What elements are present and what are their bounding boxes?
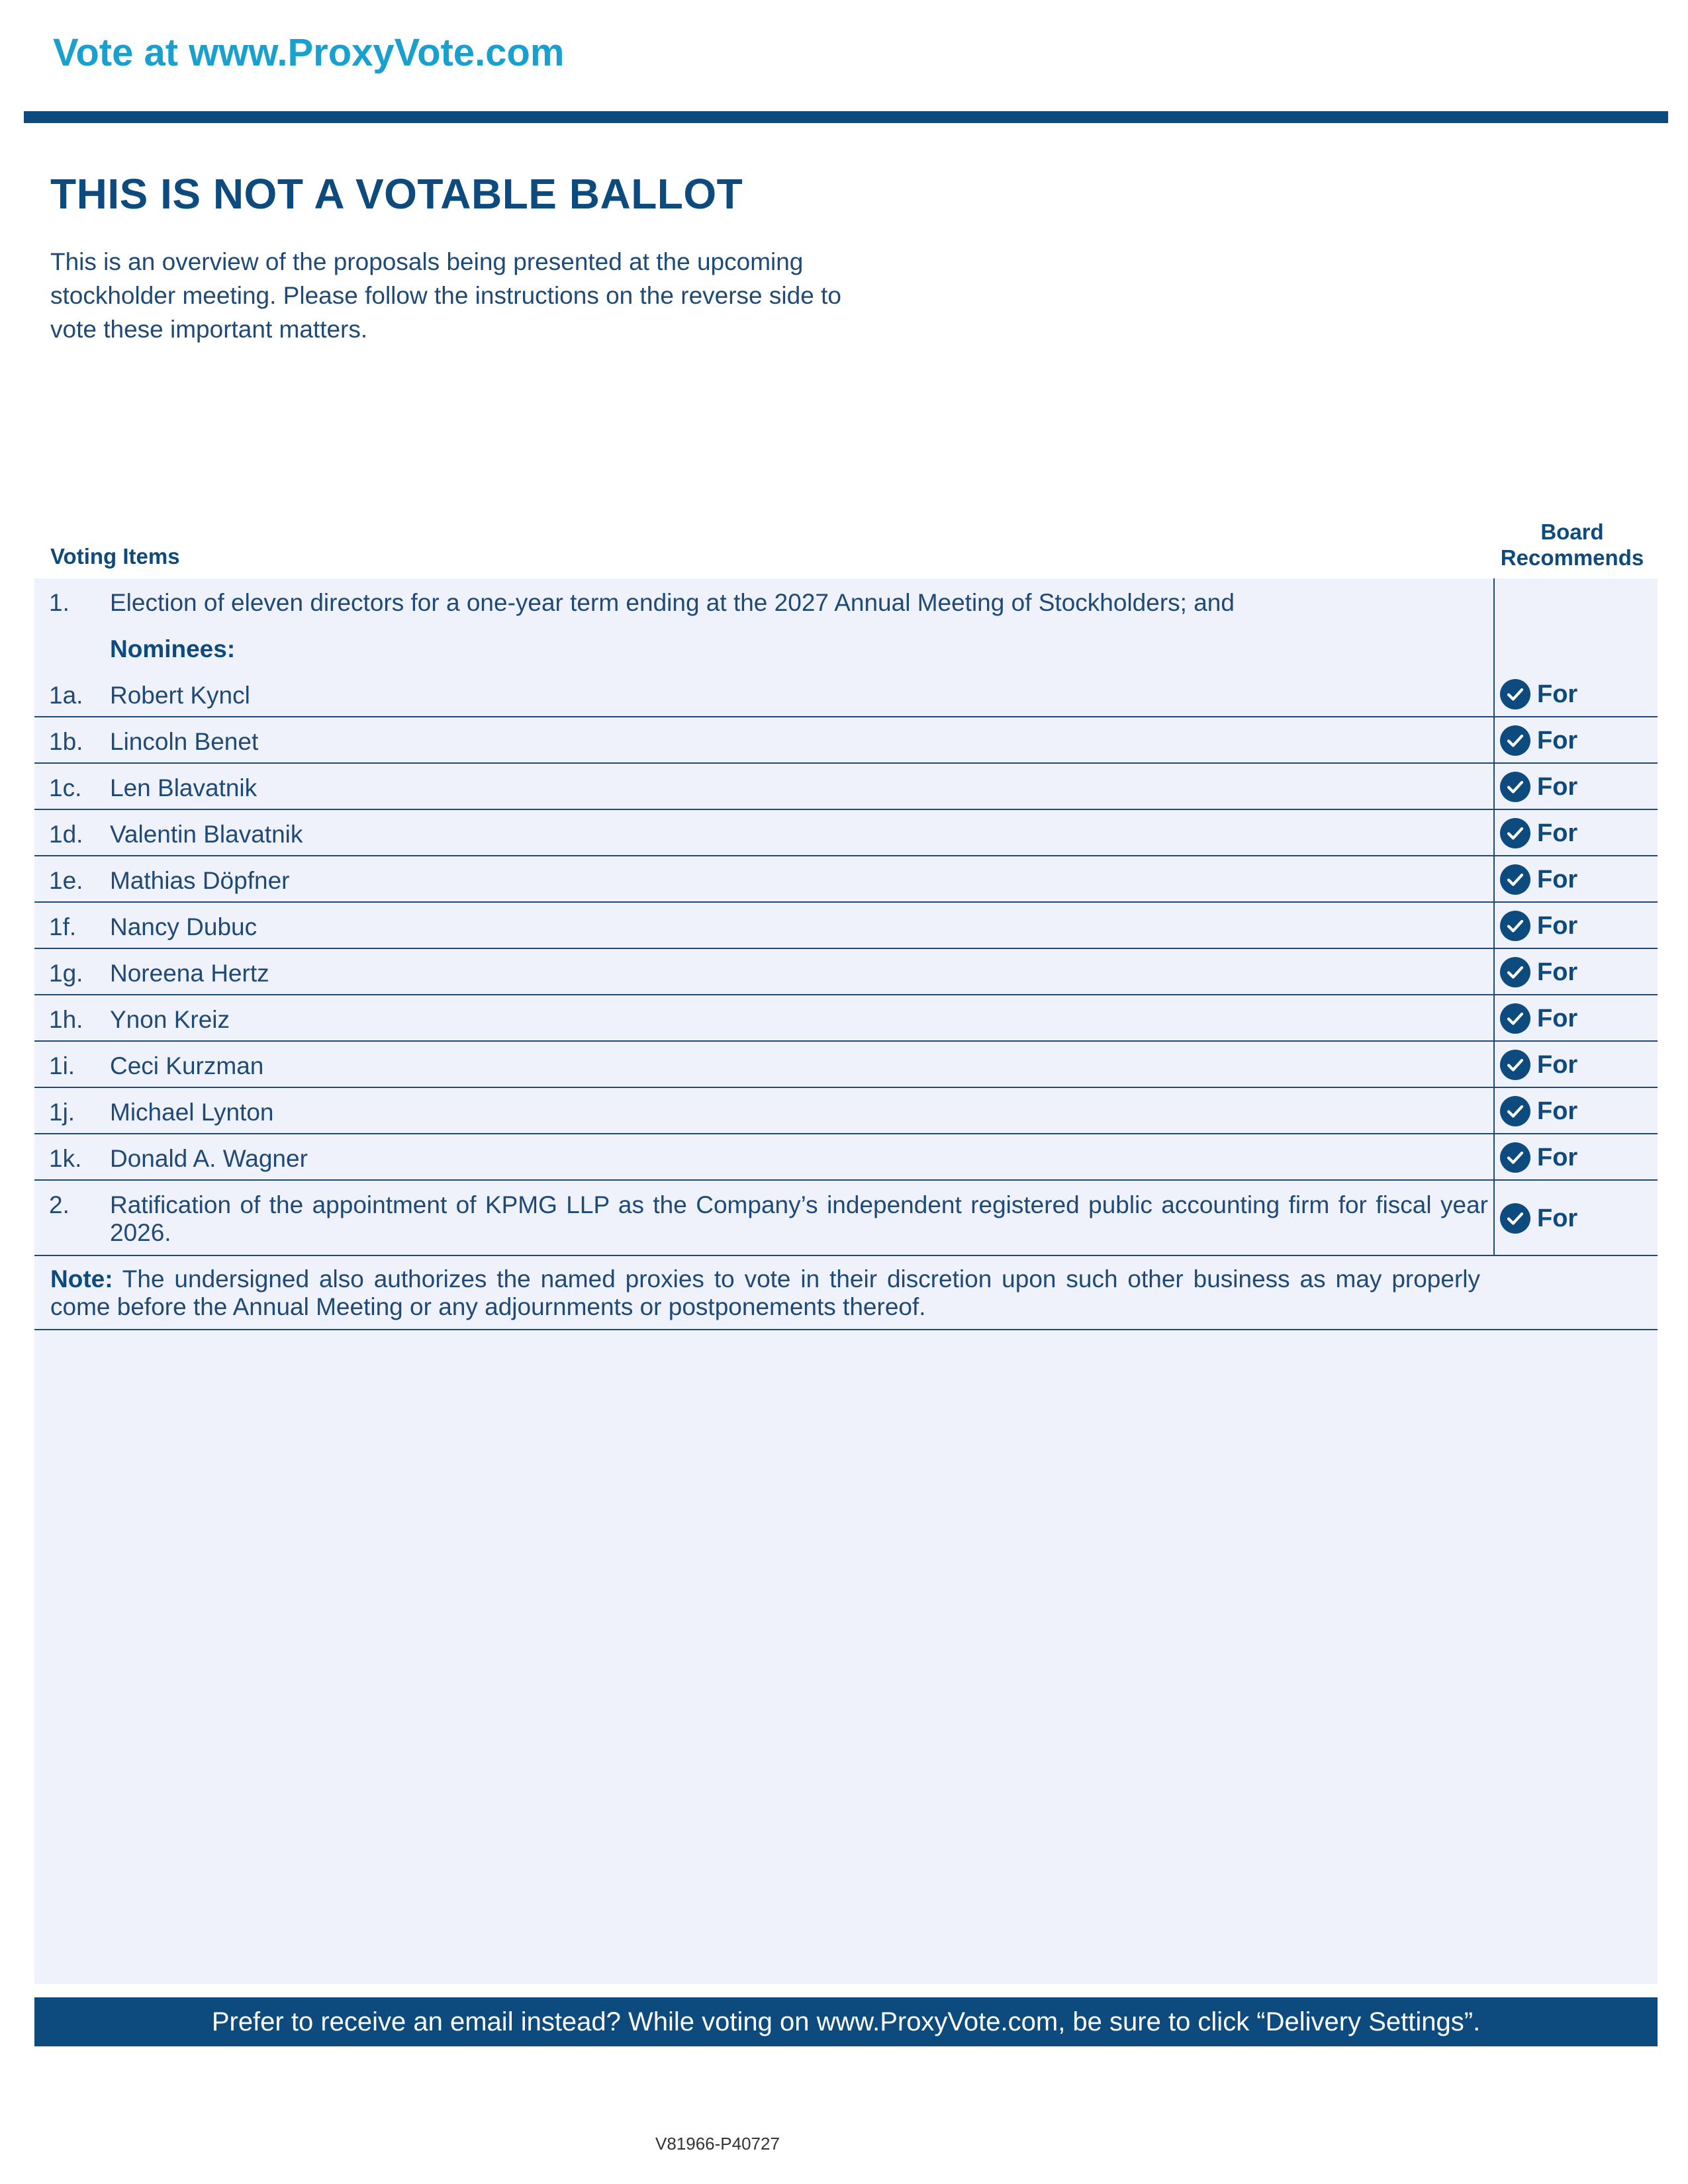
check-circle-icon	[1500, 911, 1530, 941]
recommendation-label: For	[1537, 1204, 1578, 1232]
nominee-name: Michael Lynton	[110, 1099, 274, 1126]
nominee-row	[34, 903, 1658, 949]
column-divider	[1493, 1042, 1495, 1087]
board-recommendation	[1500, 1096, 1577, 1126]
column-divider	[1493, 949, 1495, 994]
vote-link-heading: Vote at www.ProxyVote.com	[53, 31, 565, 74]
nominee-name: Nancy Dubuc	[110, 913, 258, 940]
board-recommendation	[1500, 1003, 1577, 1034]
nominee-name: Mathias Döpfner	[110, 867, 290, 894]
proposal-2-row	[34, 1181, 1658, 1256]
check-circle-icon	[1500, 725, 1530, 756]
nominee-number: 1b.	[49, 728, 83, 755]
board-header-line2: Recommends	[1500, 545, 1644, 570]
recommendation-label: For	[1537, 865, 1578, 893]
check-circle-icon	[1500, 957, 1530, 987]
nominee-number: 1c.	[49, 774, 82, 801]
note-label: Note:	[50, 1265, 113, 1293]
nominee-number: 1d.	[49, 821, 83, 848]
recommendation-label: For	[1537, 1050, 1578, 1079]
check-circle-icon	[1500, 679, 1530, 709]
check-circle-icon	[1500, 1096, 1530, 1126]
recommendation-label: For	[1537, 1143, 1578, 1171]
nominee-row	[34, 1042, 1658, 1088]
proposal-number: 1.	[49, 589, 70, 616]
proposal-1-row	[34, 578, 1658, 717]
column-divider	[1493, 1134, 1495, 1179]
nominee-name: Lincoln Benet	[110, 728, 259, 755]
column-divider	[1493, 995, 1495, 1040]
board-recommendation	[1500, 818, 1577, 848]
nominee-name: Robert Kyncl	[110, 682, 250, 709]
board-recommendation	[1500, 957, 1577, 987]
nominee-name: Valentin Blavatnik	[110, 821, 303, 848]
nominee-row	[34, 856, 1658, 903]
nominee-name: Ynon Kreiz	[110, 1006, 230, 1033]
document-code: V81966-P40727	[655, 2134, 780, 2154]
column-divider	[1493, 578, 1495, 716]
recommendation-label: For	[1537, 680, 1578, 708]
nominee-number: 1h.	[49, 1006, 83, 1033]
nominees-label: Nominees:	[110, 635, 236, 662]
column-divider	[1493, 1181, 1495, 1255]
nominee-number: 1g.	[49, 960, 83, 987]
nominee-name: Len Blavatnik	[110, 774, 258, 801]
check-circle-icon	[1500, 1203, 1530, 1234]
page-title: THIS IS NOT A VOTABLE BALLOT	[50, 170, 743, 218]
nominee-row	[34, 995, 1658, 1042]
recommendation-label: For	[1537, 1097, 1578, 1125]
column-divider	[1493, 903, 1495, 948]
nominee-row	[34, 1088, 1658, 1134]
top-divider	[24, 111, 1668, 123]
nominee-row	[34, 717, 1658, 764]
nominee-number: 1f.	[49, 913, 77, 940]
voting-items-header: Voting Items	[50, 544, 180, 569]
recommendation-label: For	[1537, 819, 1578, 847]
board-recommendation	[1500, 1142, 1577, 1173]
note-text	[50, 1265, 1480, 1321]
voting-items-table	[34, 578, 1658, 1330]
check-circle-icon	[1500, 818, 1530, 848]
board-recommendation	[1500, 864, 1577, 895]
board-recommendation	[1500, 1203, 1577, 1234]
column-divider	[1493, 810, 1495, 855]
column-divider	[1493, 717, 1495, 762]
board-header-line1: Board	[1540, 520, 1604, 544]
board-recommendation	[1500, 1050, 1577, 1080]
recommendation-label: For	[1537, 1004, 1578, 1032]
nominee-number: 1a.	[49, 682, 83, 709]
nominee-number: 1k.	[49, 1145, 82, 1172]
board-recommendation	[1500, 911, 1577, 941]
column-divider	[1493, 856, 1495, 901]
check-circle-icon	[1500, 864, 1530, 895]
check-circle-icon	[1500, 772, 1530, 802]
nominee-number: 1j.	[49, 1099, 75, 1126]
check-circle-icon	[1500, 1050, 1530, 1080]
nominee-name: Noreena Hertz	[110, 960, 269, 987]
nominee-row	[34, 810, 1658, 856]
note-row	[34, 1256, 1658, 1330]
proposal-text: Election of eleven directors for a one-year term ending at the 2027 Annual Meeting of Stockholders; and	[110, 589, 1235, 616]
recommendation-label: For	[1537, 911, 1578, 940]
note-body: The undersigned also authorizes the named proxies to vote in their discretion upon such other business as may properly come before the Annual Meeting or any adjournments or postponements thereof.	[50, 1265, 1480, 1320]
board-recommends-header	[1483, 519, 1662, 570]
board-recommendation	[1500, 725, 1577, 756]
delivery-settings-banner: Prefer to receive an email instead? While voting on www.ProxyVote.com, be sure to click “Delivery Settings”.	[34, 1997, 1658, 2046]
check-circle-icon	[1500, 1003, 1530, 1034]
nominee-name: Ceci Kurzman	[110, 1052, 264, 1079]
proposal-number: 2.	[49, 1191, 70, 1218]
proposal-text: Ratification of the appointment of KPMG LLP as the Company’s independent registered public accounting firm for fiscal year 2026.	[110, 1191, 1488, 1246]
intro-paragraph: This is an overview of the proposals being presented at the upcoming stockholder meeting. Please follow the instructions on the reverse side to vote these important matters.	[50, 248, 841, 343]
recommendation-label: For	[1537, 772, 1578, 801]
board-recommendation	[1500, 679, 1577, 709]
nominee-row	[34, 1134, 1658, 1181]
nominee-name: Donald A. Wagner	[110, 1145, 308, 1172]
recommendation-label: For	[1537, 958, 1578, 986]
board-recommendation	[1500, 772, 1577, 802]
nominee-row	[34, 764, 1658, 810]
nominee-row	[34, 949, 1658, 995]
column-divider	[1493, 764, 1495, 809]
recommendation-label: For	[1537, 726, 1578, 754]
nominee-number: 1i.	[49, 1052, 75, 1079]
check-circle-icon	[1500, 1142, 1530, 1173]
column-divider	[1493, 1088, 1495, 1133]
nominee-number: 1e.	[49, 867, 83, 894]
